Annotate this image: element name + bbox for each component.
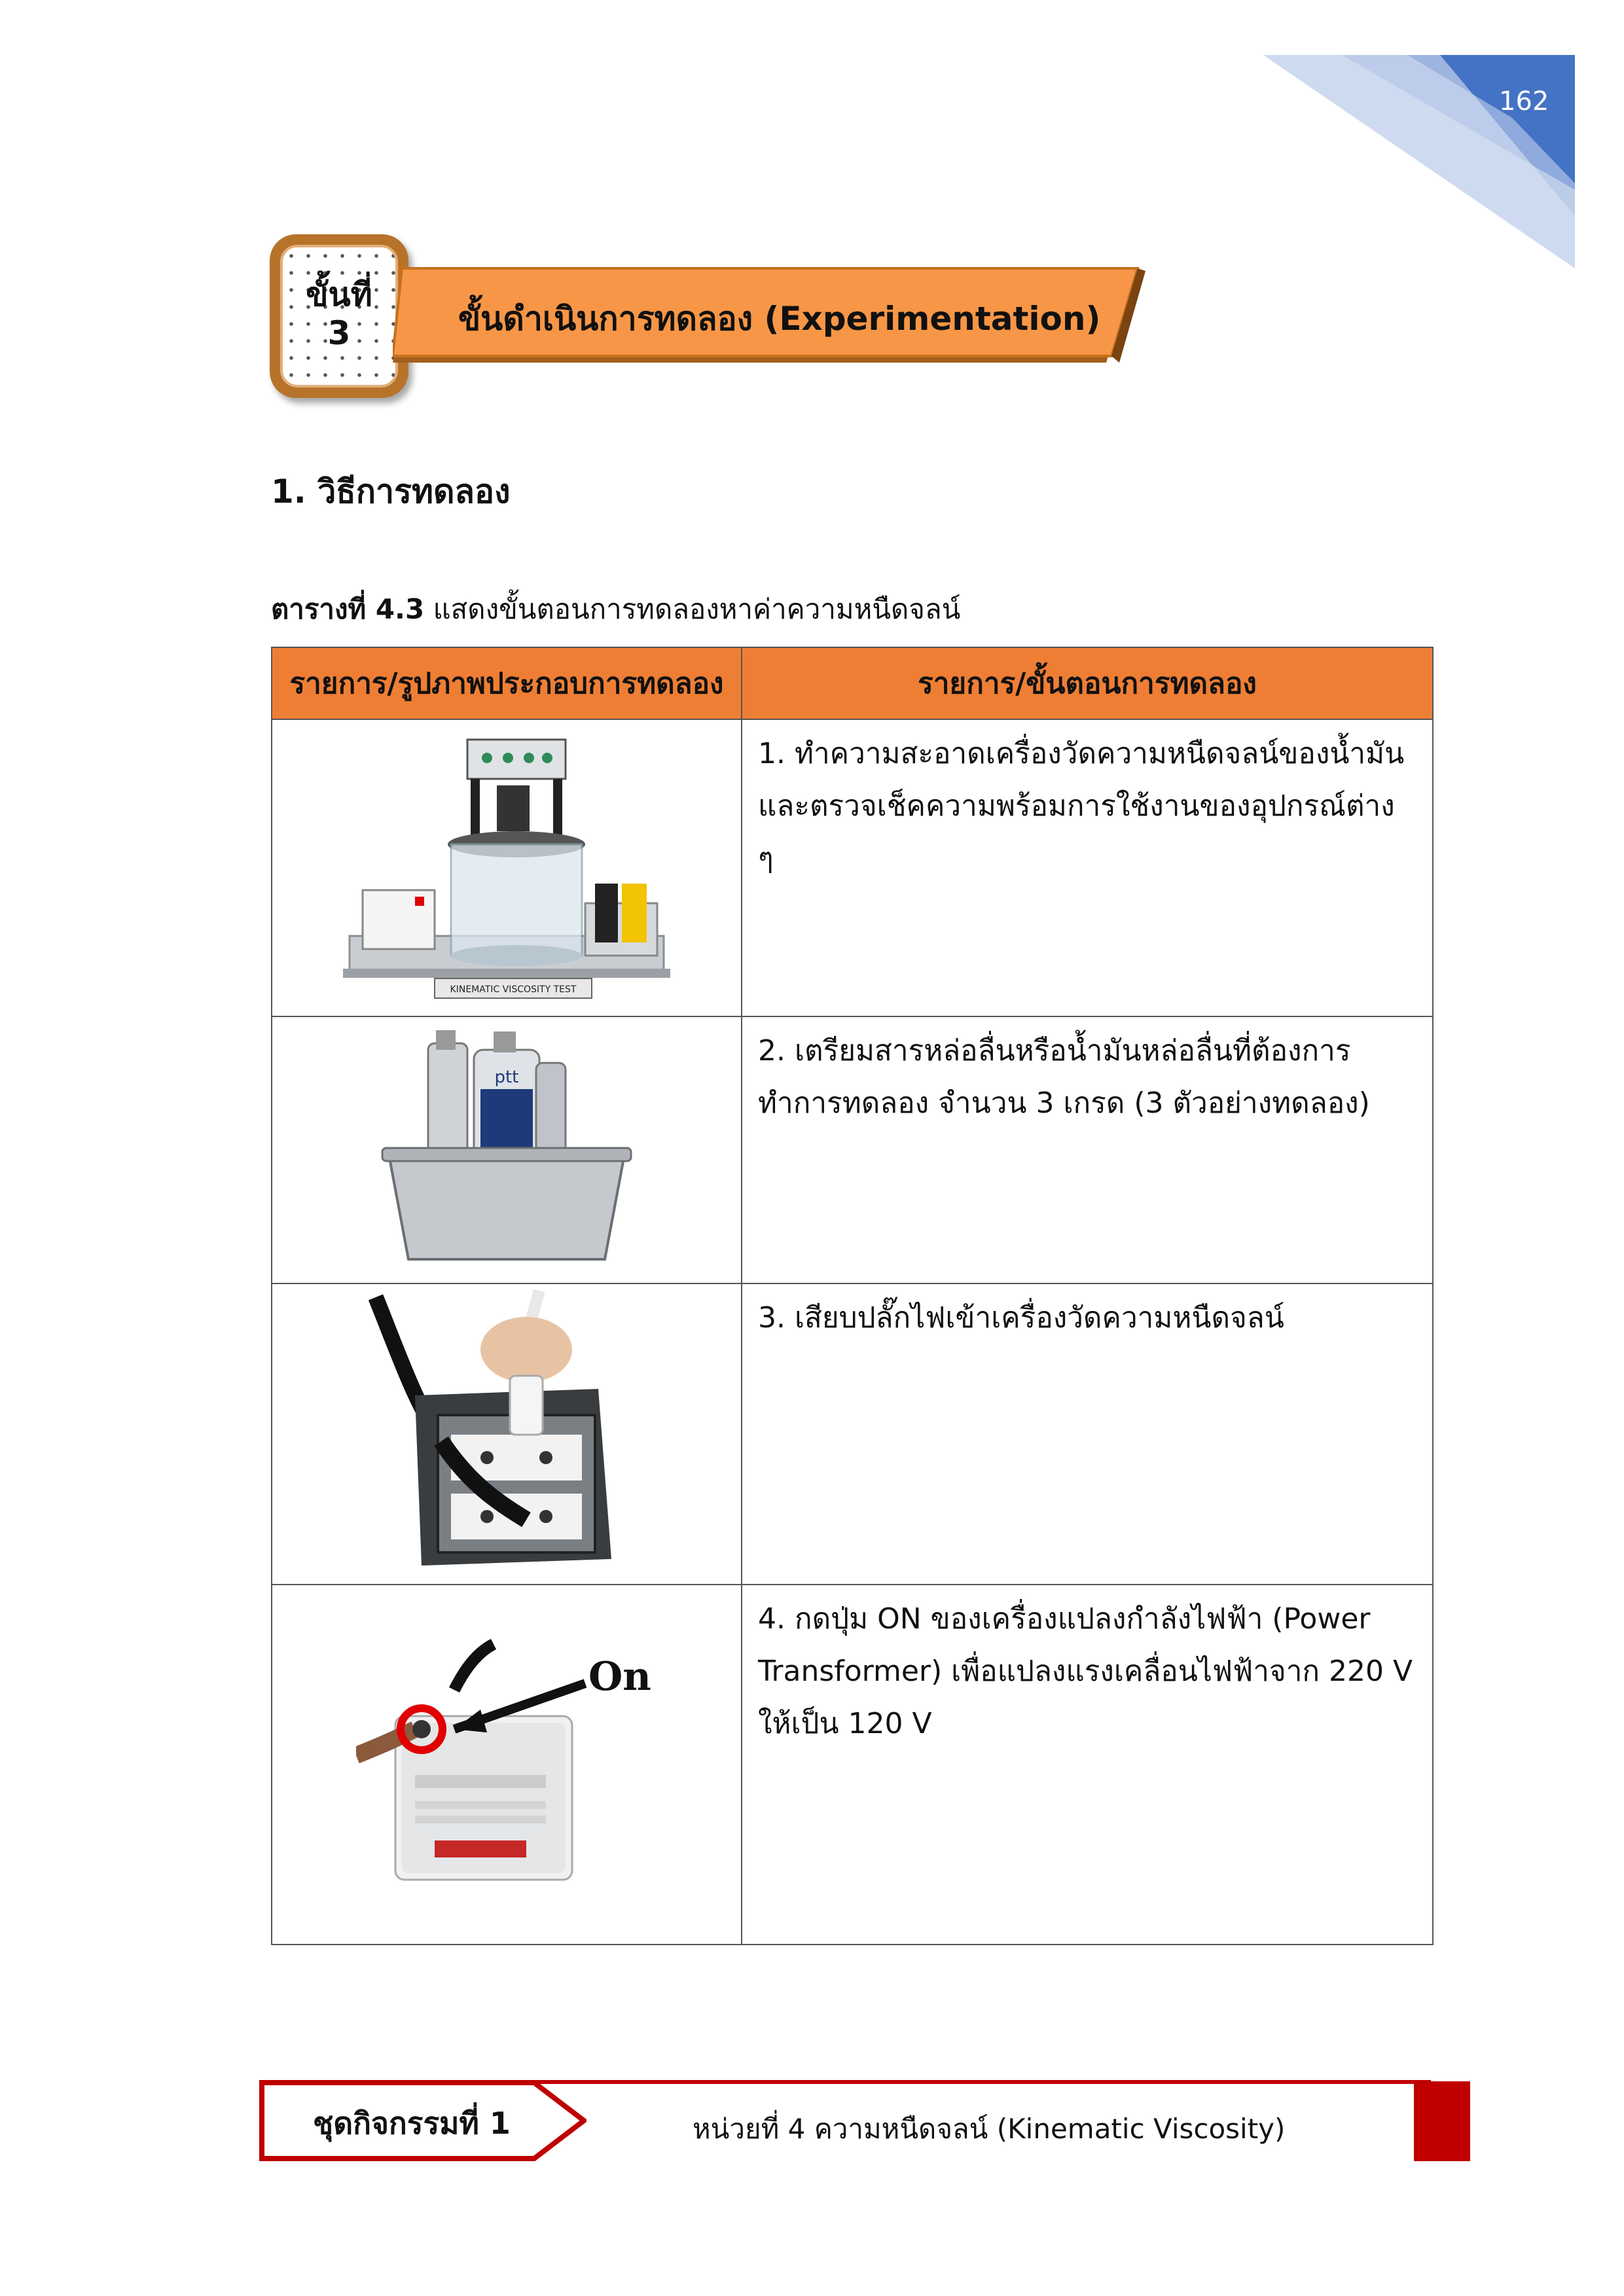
table-row (272, 1016, 1433, 1283)
image-cell (272, 1585, 742, 1945)
plugging-power-cord-photo (363, 1284, 651, 1572)
step-text: 3. เสียบปลั๊กไฟเข้าเครื่องวัดความหนืดจลน์ (742, 1283, 1433, 1585)
step-badge (270, 234, 408, 398)
step-text: 2. เตรียมสารหล่อลื่นหรือน้ำมันหล่อลื่นที่ต้องการทำการทดลอง จำนวน 3 เกรด (3 ตัวอย่างทดลอง) (742, 1016, 1433, 1283)
power-transformer-on-button-photo (356, 1624, 657, 1899)
image-cell (272, 1283, 742, 1585)
table-caption-text: แสดงขั้นตอนการทดลองหาค่าความหนืดจลน์ (424, 593, 961, 625)
step-text: 4. กดปุ่ม ON ของเครื่องแปลงกำลังไฟฟ้า (Power Transformer) เพื่อแปลงแรงเคลื่อนไฟฟ้าจาก 220 V ให้เป็น 120 V (742, 1585, 1433, 1945)
table-caption-label: ตารางที่ 4.3 (271, 593, 425, 625)
step-word: ขั้นที่ (306, 276, 372, 314)
step-title: ขั้นดำเนินการทดลอง (Experimentation) (458, 300, 1101, 338)
table-row (272, 719, 1433, 1016)
oil-bottles-in-tray-photo (369, 1017, 644, 1279)
step-number: 3 (327, 314, 351, 352)
table-caption (271, 588, 960, 631)
header-steps: รายการ/ขั้นตอนการทดลอง (742, 647, 1433, 719)
footer-activity: ชุดกิจกรรมที่ 1 (313, 2106, 511, 2141)
corner-decoration (0, 0, 1624, 301)
procedure-table (271, 647, 1434, 1945)
page-number: 162 (1499, 86, 1549, 117)
image-cell (272, 1016, 742, 1283)
apparatus-label: KINEMATIC VISCOSITY TEST (450, 984, 577, 995)
table-header-row (272, 647, 1433, 719)
section-heading: 1. วิธีการทดลอง (271, 473, 511, 511)
table-row (272, 1283, 1433, 1585)
step-text: 1. ทำความสะอาดเครื่องวัดความหนืดจลน์ของน้ำมัน และตรวจเช็คความพร้อมการใช้งานของอุปกรณ์ต่าง ๆ (742, 719, 1433, 1016)
header-images: รายการ/รูปภาพประกอบการทดลอง (272, 647, 742, 719)
on-label: On (588, 1654, 651, 1700)
footer-red-block (1414, 2081, 1470, 2161)
table-row (272, 1585, 1433, 1945)
bottle-brand: ptt (494, 1067, 519, 1087)
viscometer-apparatus-photo (336, 720, 677, 1008)
footer-unit: หน่วยที่ 4 ความหนืดจลน์ (Kinematic Viscosity) (693, 2113, 1286, 2145)
image-cell (272, 719, 742, 1016)
